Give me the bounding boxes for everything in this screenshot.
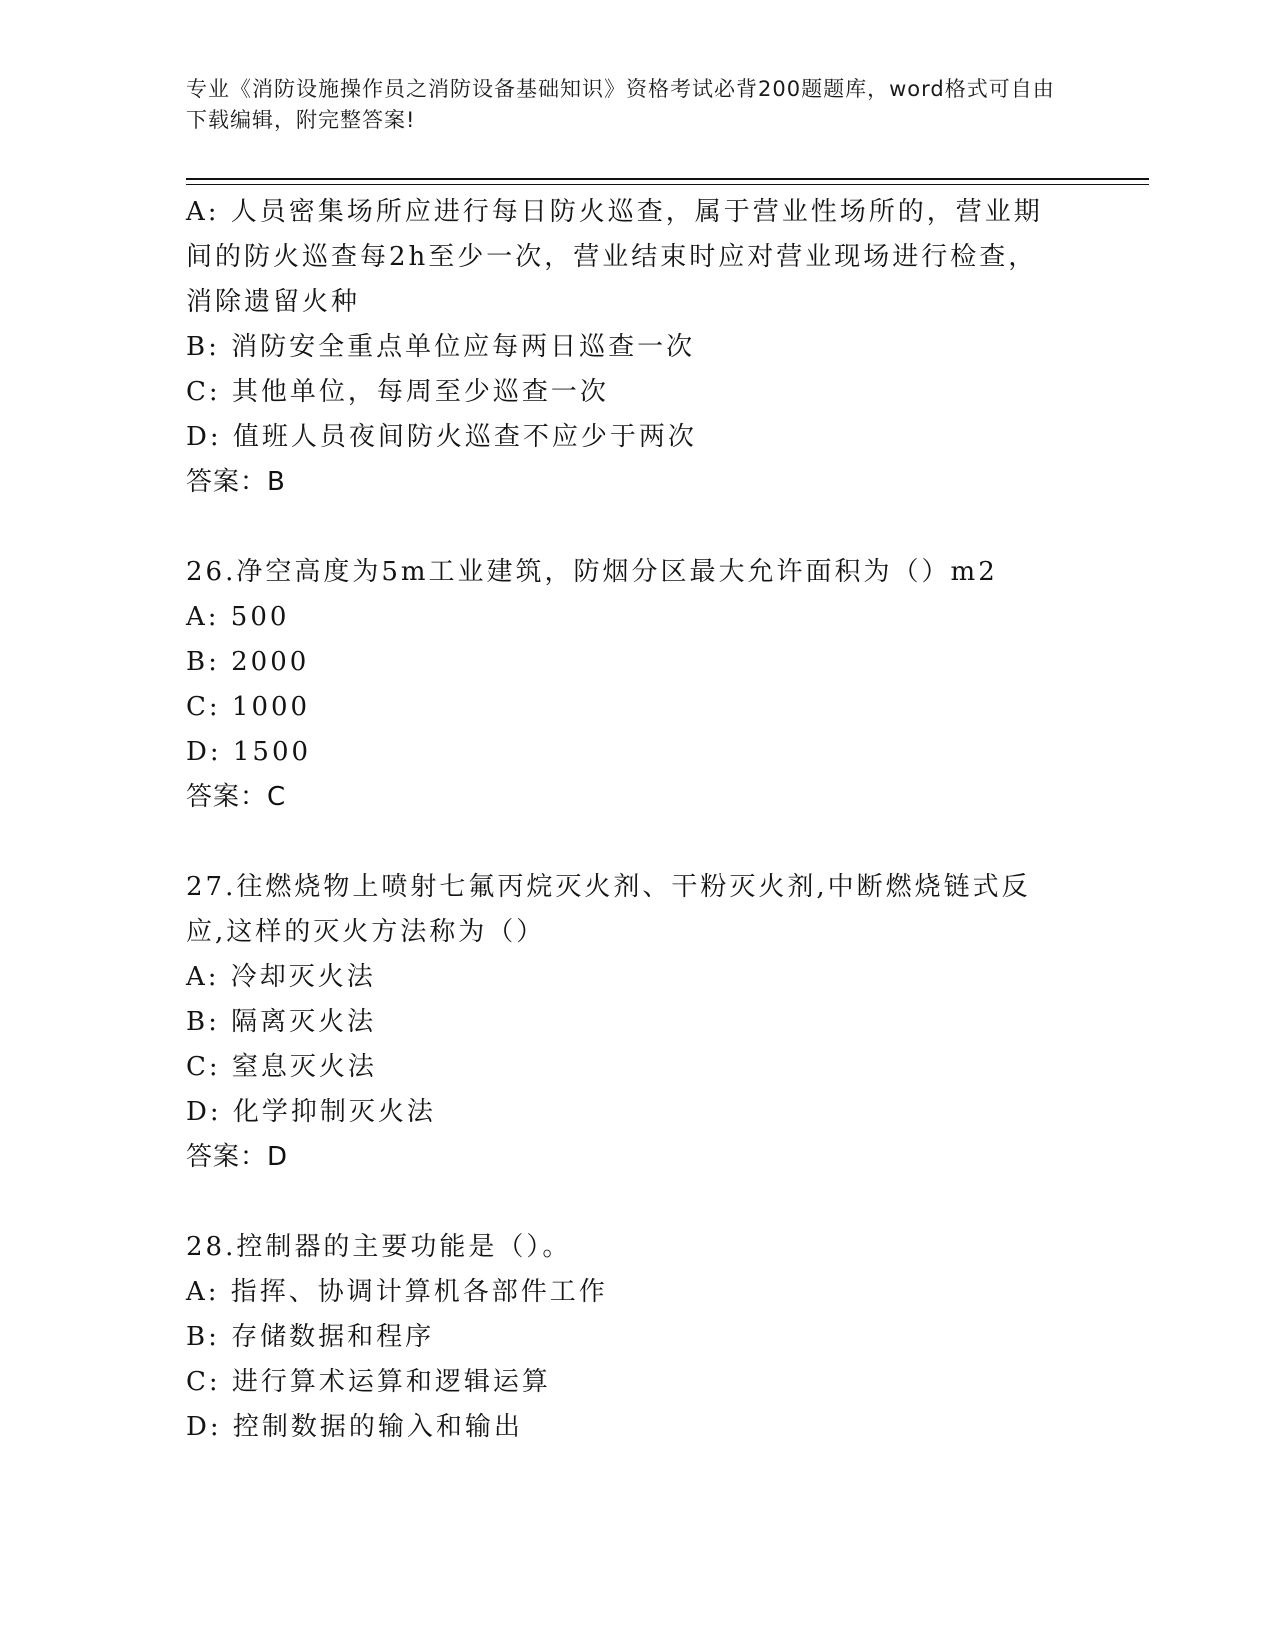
answer-line: 答案：D: [186, 1142, 289, 1172]
question-25-continued: [186, 190, 1066, 505]
option-c: C: 其他单位，每周至少巡查一次: [186, 377, 609, 407]
option-a: A: 人员密集场所应进行每日防火巡查，属于营业性场所的，营业期间的防火巡查每2h至少一次，营业结束时应对营业现场进行检查，消除遗留火种: [186, 197, 1043, 317]
header-divider-thick: [186, 178, 1149, 180]
question-28: [186, 1225, 1066, 1450]
option-d: D: 值班人员夜间防火巡查不应少于两次: [186, 422, 697, 452]
page-header: 专业《消防设施操作员之消防设备基础知识》资格考试必背200题题库，word格式可自由下载编辑，附完整答案!: [186, 77, 1055, 132]
option-b: B: 存储数据和程序: [186, 1322, 435, 1352]
spacer: [186, 1180, 1066, 1225]
option-d: D: 化学抑制灭火法: [186, 1097, 436, 1127]
option-b: B: 消防安全重点单位应每两日巡查一次: [186, 332, 696, 362]
question-list: [186, 190, 1066, 1450]
answer-line: 答案：B: [186, 467, 286, 497]
answer-line: 答案：C: [186, 782, 287, 812]
option-b: B: 隔离灭火法: [186, 1007, 377, 1037]
option-a: A: 指挥、协调计算机各部件工作: [186, 1277, 608, 1307]
option-b: B: 2000: [186, 647, 310, 677]
question-26: [186, 550, 1066, 820]
header-divider-thin: [186, 184, 1149, 185]
option-c: C: 窒息灭火法: [186, 1052, 377, 1082]
option-d: D: 控制数据的输入和输出: [186, 1412, 523, 1442]
question-stem: 28.控制器的主要功能是（）。: [186, 1232, 572, 1262]
spacer: [186, 820, 1066, 865]
spacer: [186, 505, 1066, 550]
option-d: D: 1500: [186, 737, 312, 767]
option-a: A: 冷却灭火法: [186, 962, 376, 992]
option-c: C: 进行算术运算和逻辑运算: [186, 1367, 551, 1397]
question-stem: 27.往燃烧物上喷射七氟丙烷灭火剂、干粉灭火剂,中断燃烧链式反应,这样的灭火方法称为（）: [186, 872, 1031, 947]
option-c: C: 1000: [186, 692, 311, 722]
question-stem: 26.净空高度为5m工业建筑，防烟分区最大允许面积为（）m2: [186, 557, 998, 587]
option-a: A: 500: [186, 602, 290, 632]
question-27: [186, 865, 1066, 1180]
